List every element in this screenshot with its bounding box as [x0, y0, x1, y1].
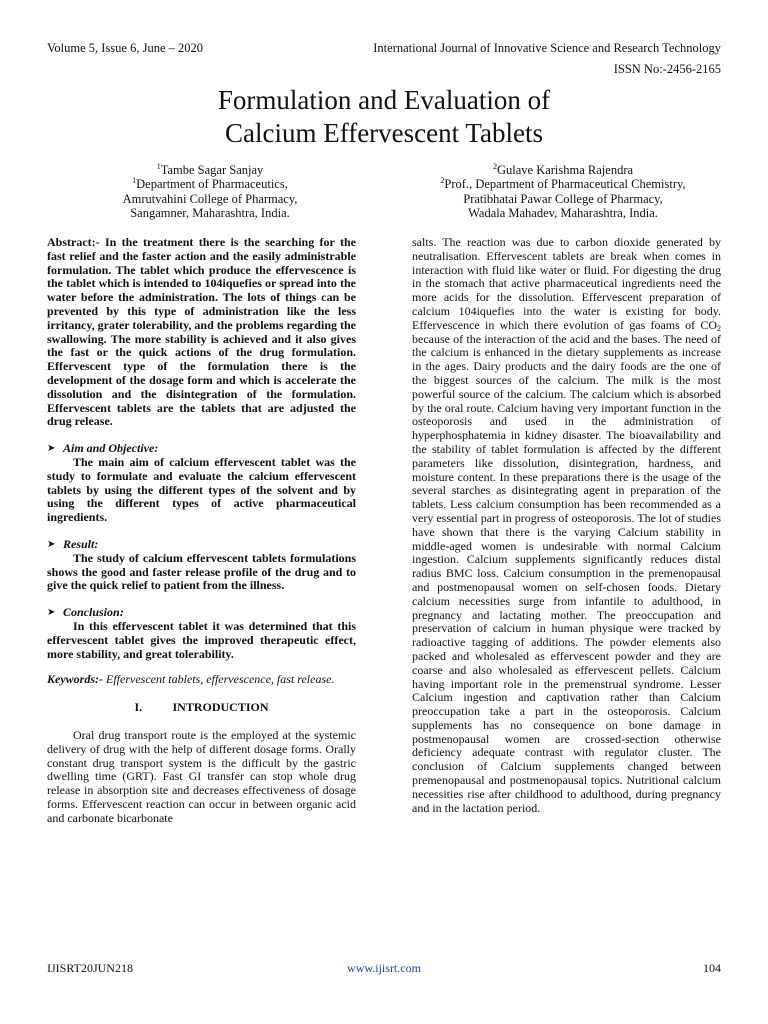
- footer-website-link[interactable]: www.ijisrt.com: [347, 961, 421, 975]
- conclusion-section-title: Conclusion:: [63, 605, 124, 620]
- author-block-1: [95, 163, 325, 220]
- keywords-label: Keywords:-: [47, 672, 103, 687]
- author-2-place: Wadala Mahadev, Maharashtra, India.: [468, 205, 658, 220]
- running-header-volume: Volume 5, Issue 6, June – 2020: [47, 41, 204, 55]
- introduction-number: I.: [134, 700, 143, 715]
- arrow-bullet-icon: ➤: [47, 443, 56, 455]
- co2-subscript: 2: [717, 323, 721, 333]
- introduction-text-part-2: because of the interaction of the acid and the bases. The need of the calcium is enhanced in the dietary supplements as increase in the ages. Dairy products and the dairy foods are the one of the biggest sources of the calcium. The milk is the most powerful source of the calcium. The calcium which is absorbed by the oral route. Calcium having very important function in the osteoporosis and used in the administration of hyperphosphatemia in kidney disaster. The bioavailability and the stability of tablet formulation is affected by the different parameters like dissolution, disintegration, hardness, and moisture content. In these preparations there is the usage of the several starches as disintegrating agent in preparation of the tablets. Less calcium consumption has been recommended as a very essential part in progress of osteoporosis. The lot of studies have shown that there is the varying Calcium stability in middle-aged women is undesirable with normal Calcium ingestion. Calcium supplements significantly reduces distal radius BMC loss. Calcium consumption in the premenopausal and postmenopausal women on self-chosen foods. Dietary calcium necessities surge from infantile to adulthood, in pregnancy and lactating mother. The preoccupation and preservation of calcium in human physique were tracked by radioactive tagging of additions. The powder elements also packed and wholesaled as effervescent powder and they are coarse and also wholesaled as effervescent pellets. Calcium having important role in the premenstrual syndrome. Lesser Calcium ingestion and captivation rather than Calcium preoccupation take a part in the osteoporosis. Calcium supplements has no consequence on bone damage in postmenopausal women are crossed-section otherwise deficiency adequate contrast with regulator cluster. The conclusion of Calcium supplements changed between premenopausal and postmenopausal topics. Nutritional calcium necessities rise after childhood to adulthood, during pregnancy and in the lactation period.: [412, 331, 721, 815]
- paper-title: [0, 84, 768, 150]
- issn-number: ISSN No:-2456-2165: [613, 62, 721, 76]
- introduction-heading: [47, 701, 356, 715]
- author-1-name: Tambe Sagar Sanjay: [160, 163, 264, 177]
- abstract-paragraph: Abstract:- In the treatment there is the searching for the fast relief and the faster action and the easily administrable formulation. The tablet which produce the effervescence is the tablet which is intended to 104iquefies or spread into the water before the administration. The lots of things can be prevented by this type of administration like the less irritancy, grater tolerability, and the problems regarding the swallowing. The more stability is achieved and it also gives the fast or the quick actions of the drug formulation. Effervescent type of the formulation there is the development of the dosage form and which is accelerate the dissolution and the disintegration of the formulation. Effervescent tablets are the tablets that are adjusted the drug release.: [47, 235, 356, 429]
- author-2-department: Prof., Department of Pharmaceutical Chemistry,: [444, 177, 686, 192]
- author-2-dept-superscript: 2: [440, 176, 445, 186]
- result-section-heading: [47, 538, 356, 552]
- author-2-name: Gulave Karishma Rajendra: [496, 163, 634, 177]
- conclusion-section-body: In this effervescent tablet it was determined that this effervescent tablet gives the improved therapeutic effect, more stability, and great tolerability.: [47, 618, 356, 661]
- author-2-college: Pratibhatai Pawar College of Pharmacy,: [463, 191, 663, 206]
- author-1-superscript: 1: [156, 162, 161, 171]
- keywords-line: [47, 673, 356, 687]
- left-column: [47, 236, 356, 825]
- author-1-place: Sangamner, Maharashtra, India.: [130, 205, 290, 220]
- author-2-superscript: 2: [492, 162, 497, 171]
- introduction-paragraph-continued: [412, 236, 721, 815]
- paper-title-line-2: Calcium Effervescent Tablets: [224, 118, 543, 148]
- introduction-text-part-1: salts. The reaction was due to carbon dioxide generated by neutralisation. Effervescent tablets are break when comes in interaction with fluid like water or fluid. For digesting the drug in the stomach that active pharmaceutical ingredients need the more acids for the dissolution. Effervescent preparation of calcium 104iquefies into the water is existing for body. Effervescence in which there evolution of gas foams of CO: [412, 235, 721, 332]
- author-block-2: [408, 163, 718, 220]
- aim-section-heading: [47, 442, 356, 456]
- keywords-text: Effervescent tablets, effervescence, fast release.: [103, 672, 335, 687]
- conclusion-section-heading: [47, 606, 356, 620]
- footer-paper-id: IJISRT20JUN218: [47, 961, 133, 975]
- aim-section-title: Aim and Objective:: [63, 441, 159, 456]
- running-header-journal: International Journal of Innovative Science and Research Technology: [373, 41, 721, 55]
- arrow-bullet-icon: ➤: [47, 538, 56, 550]
- right-column: [412, 236, 721, 815]
- arrow-bullet-icon: ➤: [47, 607, 56, 619]
- author-1-dept-superscript: 1: [132, 176, 137, 186]
- result-section-title: Result:: [63, 536, 99, 551]
- result-section-body: The study of calcium effervescent tablets formulations shows the good and faster release profile of the drug and to give the quick relief to patient from the illness.: [47, 550, 356, 593]
- aim-section-body: The main aim of calcium effervescent tablet was the study to formulate and evaluate the calcium effervescent tablets by using the different types of the solvent and by using the different types of active pharmaceutical ingredients.: [47, 454, 356, 525]
- footer-page-number: 104: [703, 961, 721, 975]
- author-1-college: Amrutvahini College of Pharmacy,: [122, 191, 298, 206]
- introduction-paragraph-1: Oral drug transport route is the employed at the systemic delivery of drug with the help of different dosage forms. Orally constant drug transport system is the difficult by the gastric dwelling time (GRT). Fast GI transfer can stop whole drug release in absorption site and decreases effectiveness of dosage forms. Effervescent reaction can occur in between organic acid and carbonate bicarbonate: [47, 727, 356, 825]
- author-1-department: Department of Pharmaceutics,: [136, 177, 288, 192]
- introduction-title: INTRODUCTION: [172, 700, 269, 715]
- paper-title-line-1: Formulation and Evaluation of: [217, 85, 551, 115]
